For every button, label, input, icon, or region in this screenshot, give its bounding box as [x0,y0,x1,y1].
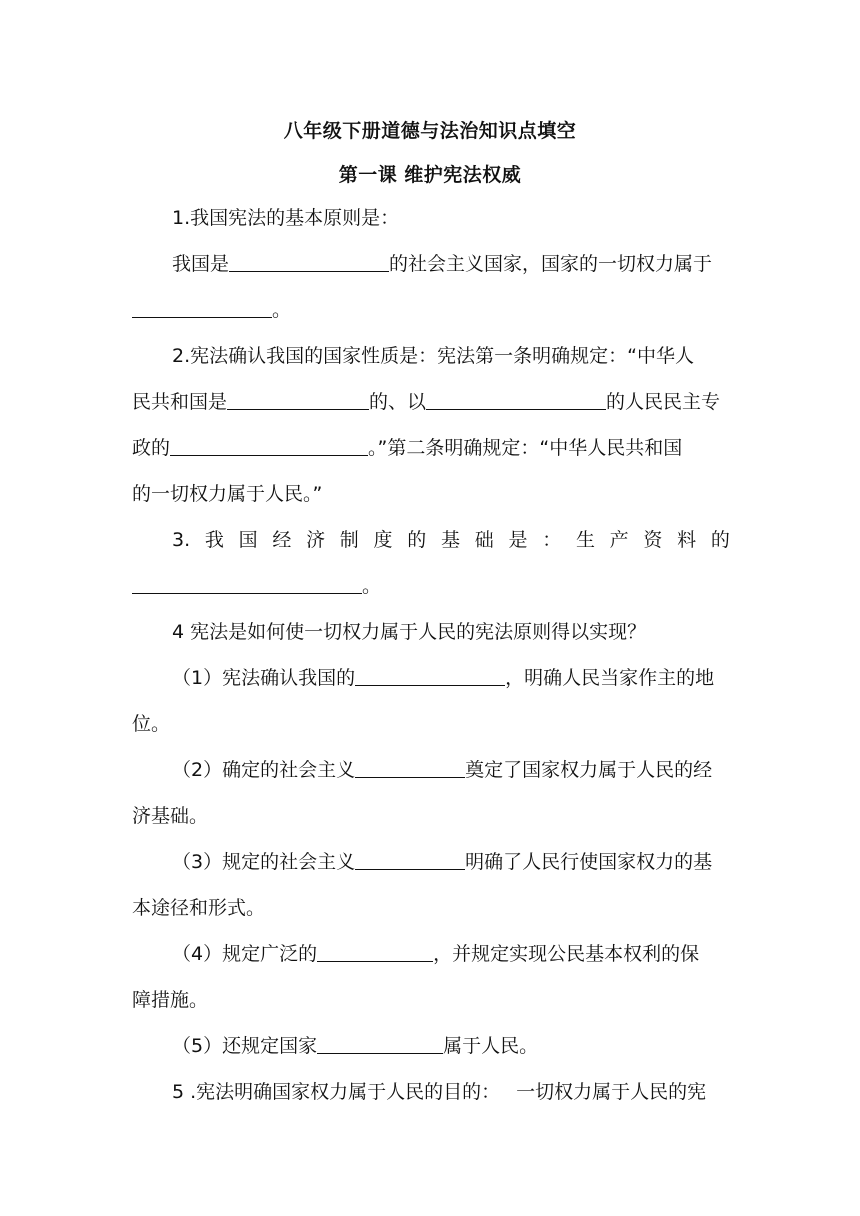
q3-line-2 [132,573,381,599]
fill-blank[interactable] [355,665,505,686]
q4-3-text-b: 明确了人民行使国家权力的基 [465,851,713,873]
fill-blank[interactable] [317,1033,443,1054]
q4-item-1 [172,665,714,691]
q3-char: 生 [575,529,595,551]
q3-char: 产 [609,529,629,551]
q4-item-2-cont: 济基础。 [132,805,209,827]
q4-3-text-a: （3）规定的社会主义 [172,851,356,873]
q2-line-2 [132,389,720,415]
q1-line-1 [172,251,712,277]
q3-char: 基 [441,529,461,551]
q1-text-a: 我国是 [172,253,230,275]
q3-char: 的 [710,529,730,551]
q3-char: 度 [373,529,393,551]
q4-4-text-a: （4）规定广泛的 [172,943,318,965]
q4-5-text-b: 属于人民。 [443,1035,539,1057]
q2-line-3 [132,435,682,461]
fill-blank[interactable] [355,849,465,870]
q2-line-1: 2.宪法确认我国的国家性质是：宪法第一条明确规定：“中华人 [172,345,694,367]
lesson-title: 第一课 维护宪法权威 [338,164,522,186]
fill-blank[interactable] [227,389,369,410]
q4-2-text-b: 奠定了国家权力属于人民的经 [465,759,713,781]
fill-blank[interactable] [355,757,465,778]
q4-heading: 4 宪法是如何使一切权力属于人民的宪法原则得以实现？ [172,621,647,643]
q2-text-b3: 的人民民主专 [606,391,721,413]
q3-char: 济 [306,529,326,551]
q4-item-3 [172,849,712,875]
q3-char: 经 [272,529,292,551]
fill-blank[interactable] [170,435,368,456]
fill-blank[interactable] [132,573,362,594]
q1-text-c: 。 [272,299,292,321]
q3-char: 资 [643,529,663,551]
q2-line-4: 的一切权力属于人民。” [132,483,323,505]
q4-2-text-a: （2）确定的社会主义 [172,759,356,781]
q1-line-2 [132,297,291,323]
q3-char: 料 [677,529,697,551]
q4-item-1-cont: 位。 [132,713,171,735]
q3-text-end: 。 [362,575,382,597]
document-title: 八年级下册道德与法治知识点填空 [283,120,577,142]
q4-5-text-a: （5）还规定国家 [172,1035,318,1057]
q4-1-text-a: （1）宪法确认我国的 [172,667,356,689]
q1-text-b: 的社会主义国家，国家的一切权力属于 [389,253,713,275]
q5-text-a: 5 .宪法明确国家权力属于人民的目的： [172,1081,501,1103]
q3-char: 础 [474,529,494,551]
q3-char: 我 [204,529,224,551]
q3-char: 国 [238,529,258,551]
q3-char: 是 [508,529,528,551]
fill-blank[interactable] [229,251,389,272]
q4-item-4 [172,941,699,967]
q5-text-b: 一切权力属于人民的宪 [516,1081,707,1103]
q4-item-5 [172,1033,538,1059]
fill-blank[interactable] [132,297,272,318]
q3-char: ： [542,529,562,551]
fill-blank[interactable] [317,941,433,962]
q2-text-b2: 的、以 [369,391,427,413]
q3-char: 3. [172,529,191,551]
q4-4-text-b: ，并规定实现公民基本权利的保 [433,943,700,965]
q5-line-1 [172,1079,706,1105]
q4-item-3-cont: 本途径和形式。 [132,897,266,919]
q1-heading: 1.我国宪法的基本原则是： [172,207,400,229]
q4-item-4-cont: 障措施。 [132,989,209,1011]
q3-char: 的 [407,529,427,551]
q2-text-b1: 民共和国是 [132,391,228,413]
q3-char: 制 [339,529,359,551]
q2-text-c1: 政的 [132,437,171,459]
q4-item-2 [172,757,712,783]
q3-line-1 [172,527,730,553]
q4-1-text-b: ，明确人民当家作主的地 [505,667,715,689]
q2-text-c2: 。”第二条明确规定：“中华人民共和国 [368,437,683,459]
fill-blank[interactable] [426,389,606,410]
